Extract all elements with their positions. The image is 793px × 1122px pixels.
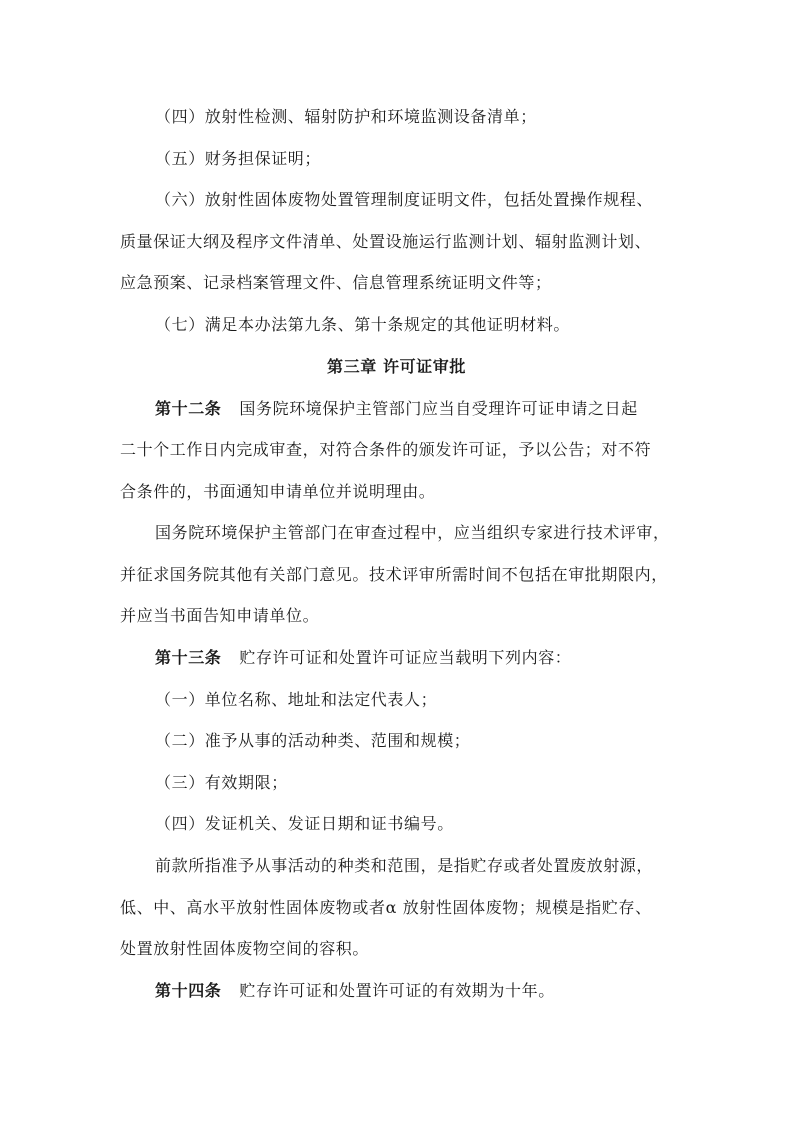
article-12-line3: 合条件的，书面通知申请单位并说明理由。 bbox=[120, 482, 436, 501]
article-12-line2: 二十个工作日内完成审查，对符合条件的颁发许可证，予以公告；对不符 bbox=[120, 440, 652, 459]
article-13-item-2: （二）准予从事的活动种类、范围和规模； bbox=[155, 731, 471, 750]
article-12-p2-line2: 并征求国务院其他有关部门意见。技术评审所需时间不包括在审批期限内， bbox=[120, 565, 668, 584]
article-13-p2-line3: 处置放射性固体废物空间的容积。 bbox=[120, 939, 370, 958]
list-item-5-financial: （五）财务担保证明； bbox=[155, 149, 322, 168]
article-13-text1: 贮存许可证和处置许可证应当载明下列内容： bbox=[239, 648, 572, 667]
article-12-line1 bbox=[155, 398, 715, 420]
article-13-line1 bbox=[155, 647, 715, 669]
article-13-item-3: （三）有效期限； bbox=[155, 773, 288, 792]
article-14-text1: 贮存许可证和处置许可证的有效期为十年。 bbox=[239, 981, 555, 1000]
article-12-p2-line3: 并应当书面告知申请单位。 bbox=[120, 606, 320, 625]
chapter-heading: 第三章 许可证审批 bbox=[327, 357, 466, 376]
list-item-7-other: （七）满足本办法第九条、第十条规定的其他证明材料。 bbox=[155, 315, 571, 334]
article-12-p2-line1: 国务院环境保护主管部门在审查过程中，应当组织专家进行技术评审， bbox=[155, 523, 670, 542]
article-14-label: 第十四条 bbox=[155, 981, 222, 1000]
article-14-line1 bbox=[155, 980, 715, 1002]
article-12-label: 第十二条 bbox=[155, 399, 222, 418]
list-item-6-line1: （六）放射性固体废物处置管理制度证明文件，包括处置操作规程、 bbox=[155, 190, 654, 209]
list-item-6-line2: 质量保证大纲及程序文件清单、处置设施运行监测计划、辐射监测计划、 bbox=[120, 232, 652, 251]
list-item-4-equipment: （四）放射性检测、辐射防护和环境监测设备清单； bbox=[155, 107, 537, 126]
article-13-label: 第十三条 bbox=[155, 648, 222, 667]
article-13-item-4: （四）发证机关、发证日期和证书编号。 bbox=[155, 814, 454, 833]
list-item-6-line3: 应急预案、记录档案管理文件、信息管理系统证明文件等； bbox=[120, 273, 552, 292]
article-13-item-1: （一）单位名称、地址和法定代表人； bbox=[155, 690, 438, 709]
article-13-p2-line1: 前款所指准予从事活动的种类和范围，是指贮存或者处置废放射源， bbox=[155, 856, 654, 875]
article-13-p2-line2: 低、中、高水平放射性固体废物或者α 放射性固体废物；规模是指贮存、 bbox=[120, 898, 652, 917]
article-12-text1: 国务院环境保护主管部门应当自受理许可证申请之日起 bbox=[239, 399, 638, 418]
